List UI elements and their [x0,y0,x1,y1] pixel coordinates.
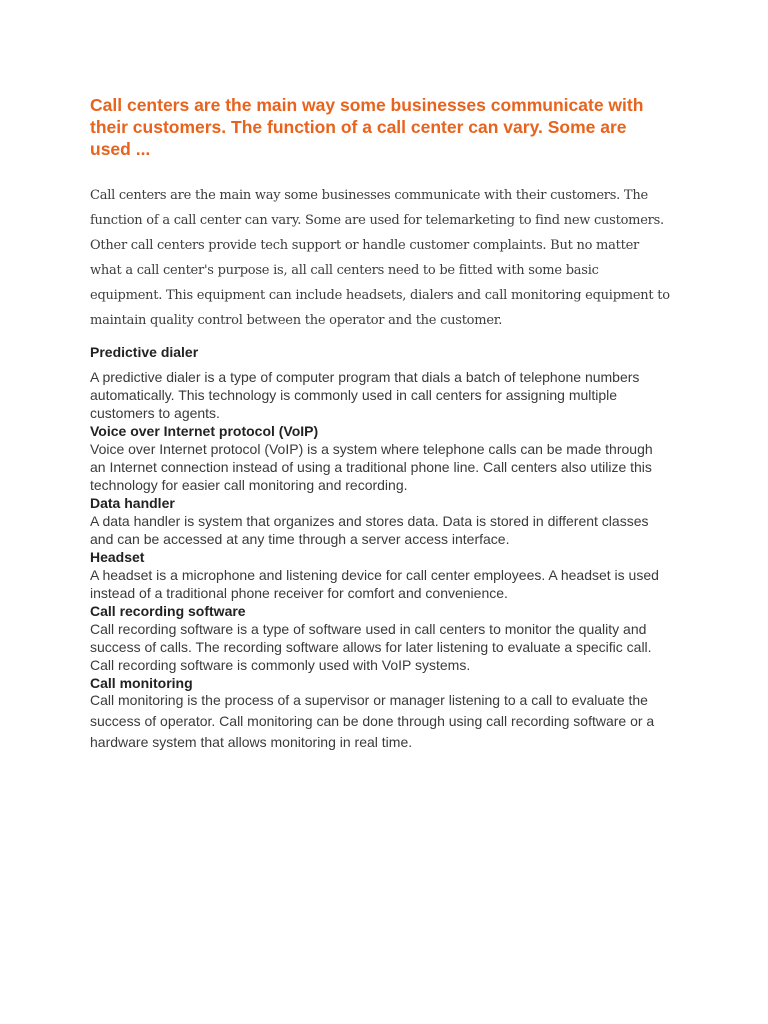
section-body-predictive-dialer: A predictive dialer is a type of computer program that dials a batch of telephone numbers automatically. This technology is commonly used in call centers for assigning multiple customers to agents. [90,369,640,421]
section-body-call-recording-software: Call recording software is a type of software used in call centers to monitor the quality and success of calls. The recording software allows for later listening to evaluate a specific call. Call recording software is commonly used with VoIP systems. [90,621,652,673]
section-body-data-handler: A data handler is system that organizes and stores data. Data is stored in different classes and can be accessed at any time through a server access interface. [90,513,649,547]
article-intro: Call centers are the main way some businesses communicate with their customers. The function of a call center can vary. Some are used for telemarketing to find new customers. Other call centers provide tech support or handle customer complaints. But no matter what a call center's purpose is, all call centers need to be fitted with some basic equipment. This equipment can include headsets, dialers and call monitoring equipment to maintain quality control between the operator and the customer. [90,188,670,328]
section-body-headset: A headset is a microphone and listening device for call center employees. A headset is used instead of a traditional phone receiver for comfort and convenience. [90,567,659,601]
sections-list [90,368,672,753]
section-heading-voip: Voice over Internet protocol (VoIP) [90,423,319,439]
section-heading-call-monitoring: Call monitoring [90,675,193,691]
section-heading-predictive-dialer: Predictive dialer [90,344,199,360]
section-heading-headset: Headset [90,549,145,565]
section-body-call-monitoring: Call monitoring is the process of a supervisor or manager listening to a call to evaluate the success of operator. Call monitoring can be done through using call recording software or a hardware system that allows monitoring in real time. [90,692,655,750]
section-body-voip: Voice over Internet protocol (VoIP) is a system where telephone calls can be made through an Internet connection instead of using a traditional phone line. Call centers also utilize this technology for easier call monitoring and recording. [90,441,653,493]
section-heading-data-handler: Data handler [90,495,175,511]
article-title: Call centers are the main way some businesses communicate with their customers. The function of a call center can vary. Some are used ... [90,95,644,159]
section-heading-call-recording-software: Call recording software [90,603,246,619]
